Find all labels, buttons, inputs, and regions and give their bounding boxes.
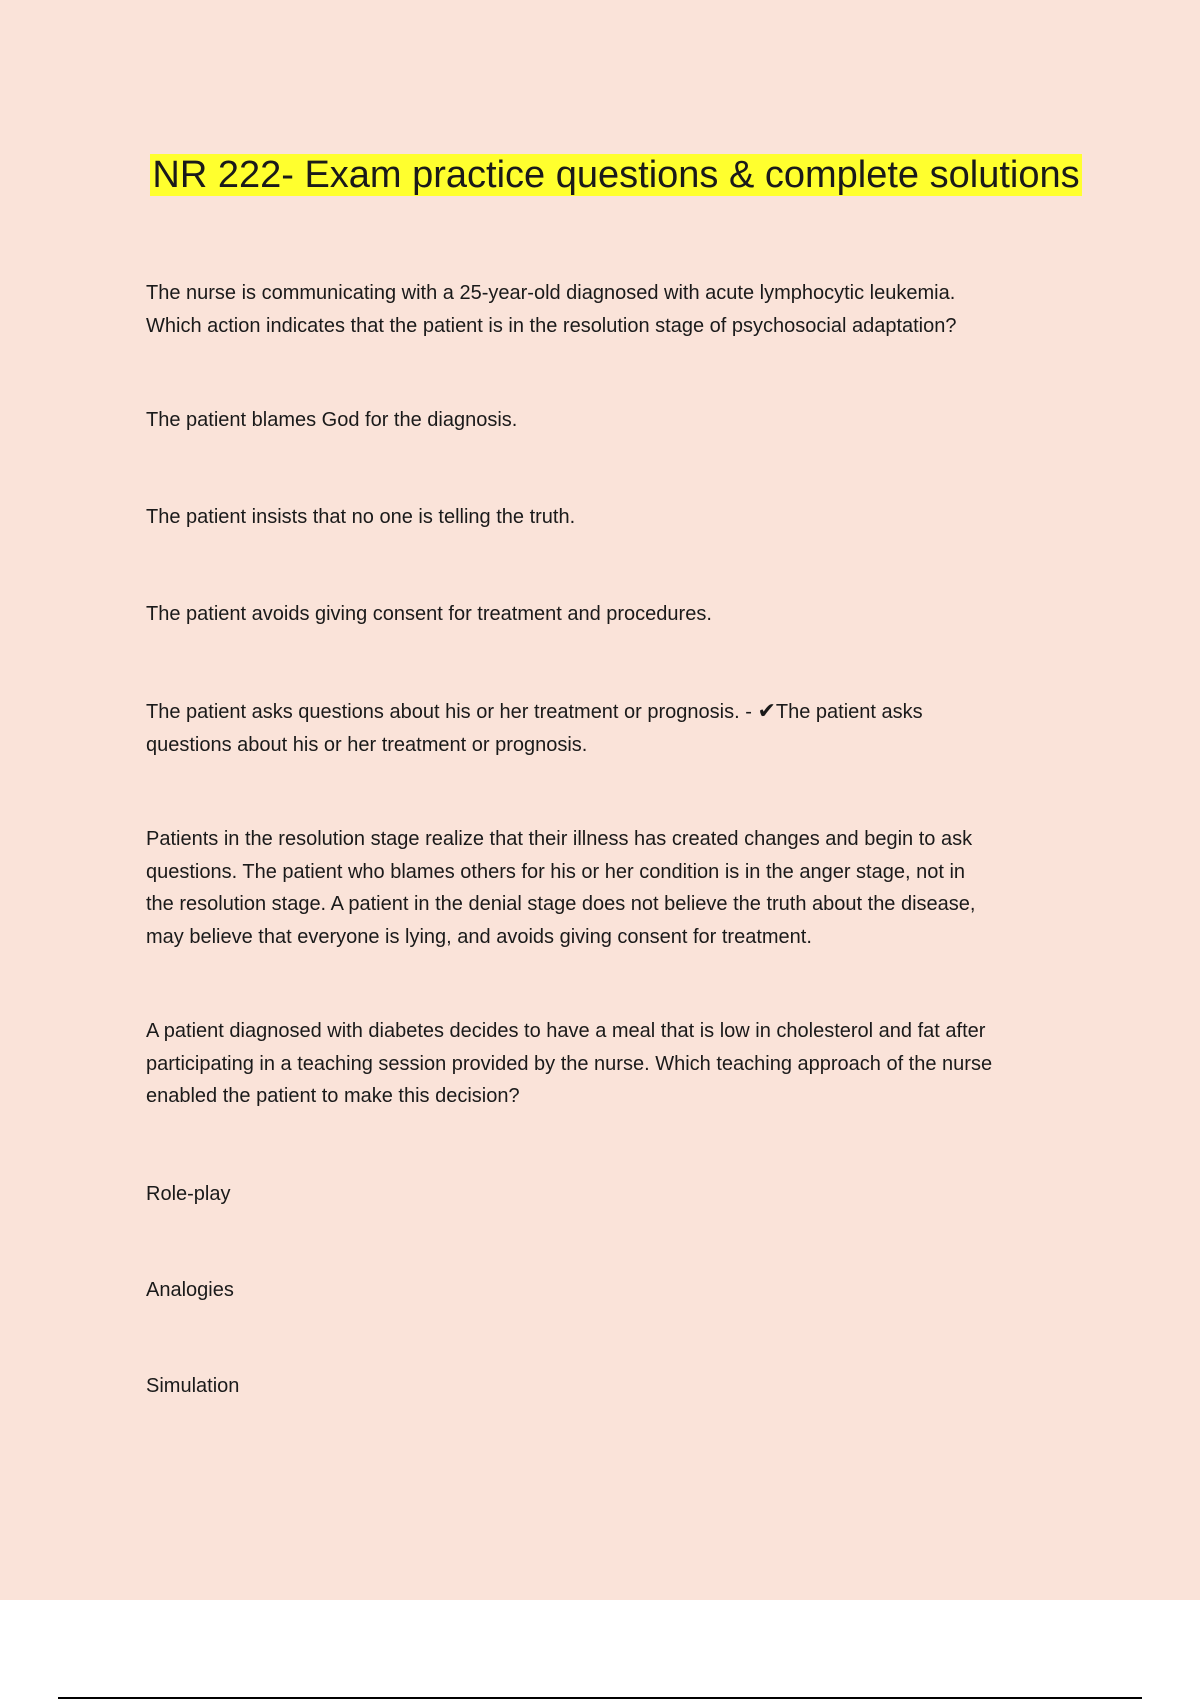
- question-2-option-c: Simulation: [146, 1375, 240, 1397]
- question-1-option-a: The patient blames God for the diagnosis.: [146, 409, 518, 431]
- question-2-option-a: Role-play: [146, 1183, 231, 1205]
- answer-option-text: The patient asks questions about his or her treatment or prognosis. -: [146, 701, 758, 723]
- title-highlight: NR 222- Exam practice questions & complete solutions: [152, 154, 1080, 196]
- question-1-text: The nurse is communicating with a 25-year-old diagnosed with acute lymphocytic leukemia. Which action indicates that the patient is in the resolution stage of psychosocial adaptation?: [146, 282, 957, 337]
- question-1-option-c: The patient avoids giving consent for treatment and procedures.: [146, 603, 712, 625]
- document-title: [146, 146, 1086, 204]
- question-1-rationale: Patients in the resolution stage realize that their illness has created changes and begin to ask questions. The patient who blames others for his or her condition is in the anger stage, not in the resolution stage. A patient in the denial stage does not believe the truth about the disease, may believe that everyone is lying, and avoids giving consent for treatment.: [146, 828, 976, 948]
- question-1-option-d: [146, 696, 1086, 761]
- checkmark-icon: ✔: [757, 699, 776, 724]
- footer-rule: [58, 1697, 1142, 1699]
- question-2-option-b: Analogies: [146, 1279, 234, 1301]
- question-2-text: A patient diagnosed with diabetes decides to have a meal that is low in cholesterol and fat after participating in a teaching session provided by the nurse. Which teaching approach of the nurse enabled the patient to make this decision?: [146, 1020, 993, 1107]
- question-1-option-b: The patient insists that no one is telling the truth.: [146, 506, 576, 528]
- answer-text: The patient asks questions about his or her treatment or prognosis.: [146, 701, 923, 756]
